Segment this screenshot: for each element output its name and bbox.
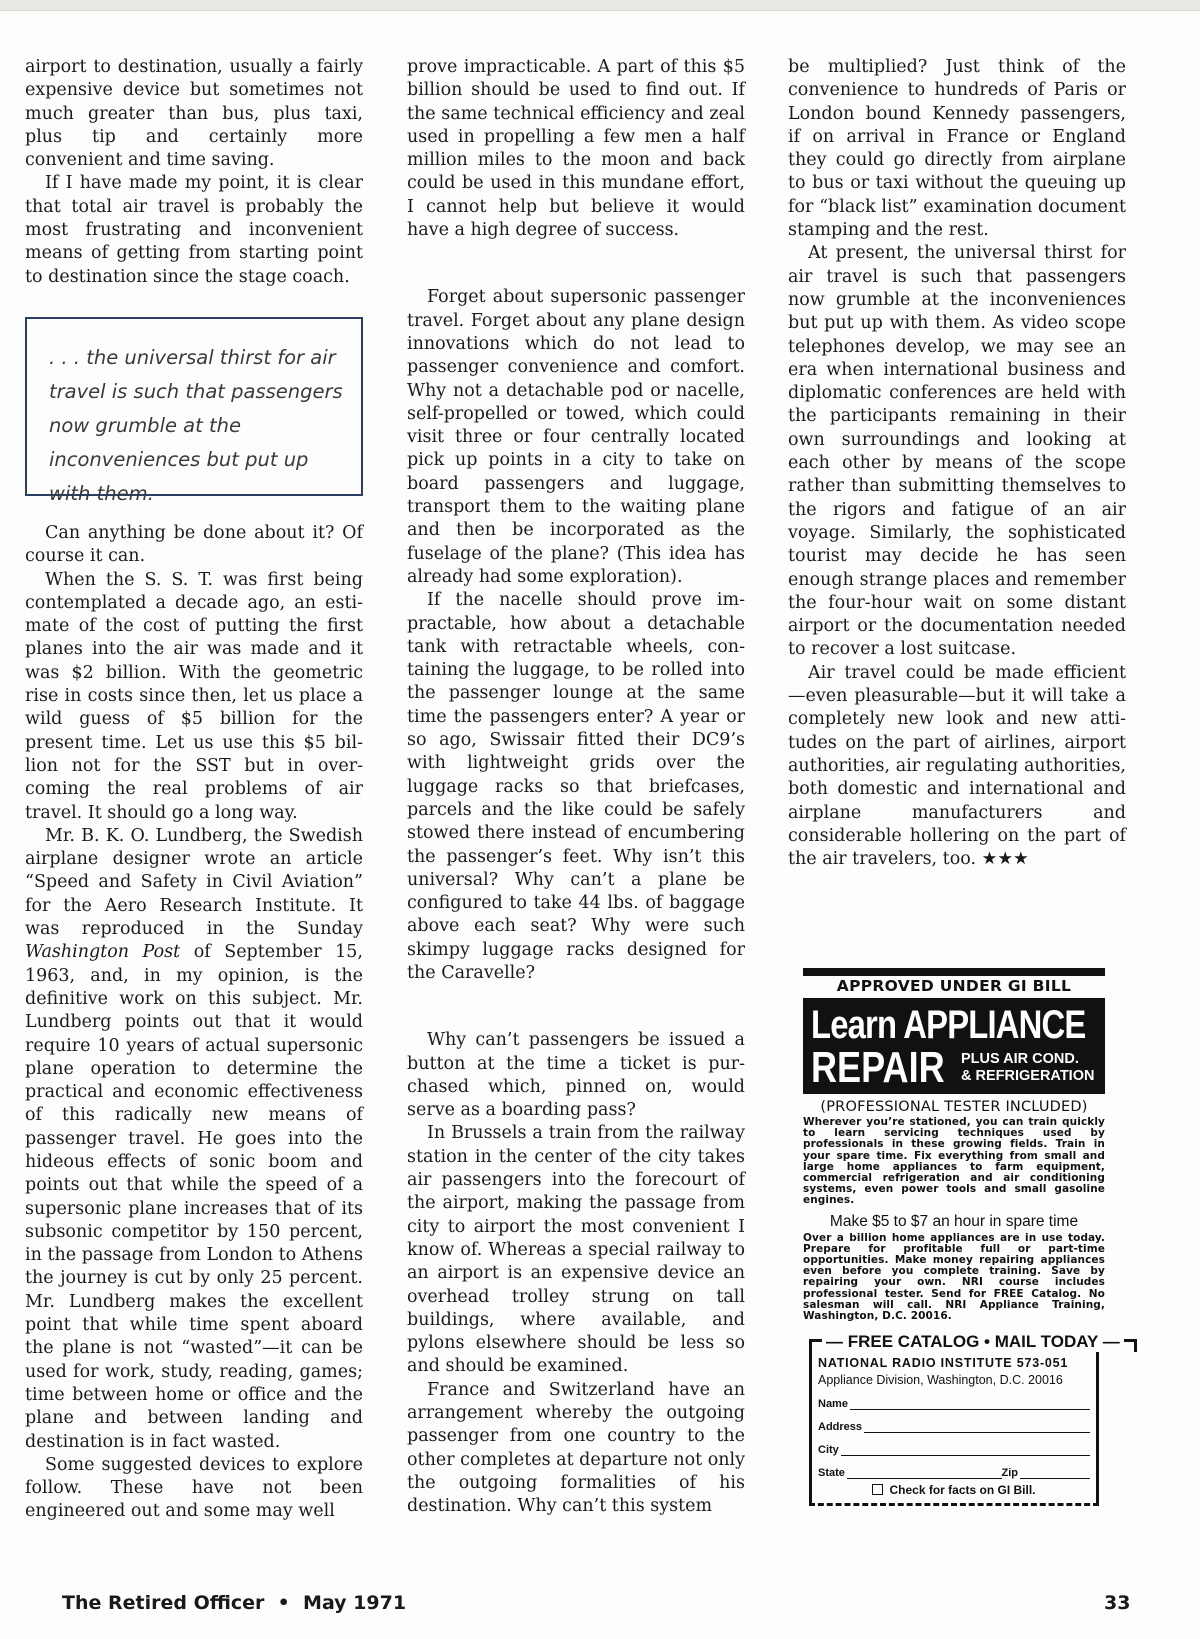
paragraph: At present, the universal thirst for air travel is such that passengers now grumble at the inconveniences but put up with them. As video scope telephones develop, we may see an era when international business and diplomatic conferences are held with the participants remaining in their own surroundings and looking at each other by means of the scope rather than submitting themselves to the rigors and fatigue of an air voyage. Similarly, the sophisticated tourist may decide he has seen enough strange places and remember the four-hour wait on some distant airport or the documentation needed to recover a lost suitcase.: [788, 243, 1126, 660]
state-zip-field[interactable]: State Zip: [818, 1467, 1090, 1479]
paragraph: Why can’t passengers be issued a button at the time a ticket is purchased which, pinned on, would serve as a boarding pass?: [407, 1030, 745, 1121]
ad-headline-box: [803, 998, 1105, 1094]
paragraph: prove impracticable. A part of this $5 billion should be used to find out. If the same technical efficiency and zeal used in propelling a few men a half million miles to the moon and back could be used in this mundane effort, I cannot help but believe it would have a high degree of success.: [407, 57, 745, 241]
column-2: [407, 56, 745, 1519]
ad-body: Over a billion home appliances are in use today. Prepare for profitable full or part-time opportunities. Make money repairing appliances even before you complete training. Save by repairing your own. NRI course includes professional tester. Send for FREE Catalog. No salesman will call. NRI Appliance Training, Washington, D.C. 20016.: [803, 1231, 1105, 1323]
paragraph: airport to destination, usually a fairly expensive device but sometimes not much greater than bus, plus taxi, plus tip and certainly more convenient and time saving.: [25, 57, 363, 171]
coupon-institute: NATIONAL RADIO INSTITUTE 573-051: [818, 1356, 1069, 1371]
ad-tester: (PROFESSIONAL TESTER INCLUDED): [820, 1099, 1088, 1115]
ad-body: Wherever you’re stationed, you can train quickly to learn servicing techniques used by professionals in these growing fields. Train in your spare time. Fix everything from small and large home appliances to farm equipment, commercial refrigeration and air conditioning systems, even power tools and small gasoline engines.: [803, 1116, 1105, 1207]
publication-title: Washington Post: [25, 942, 181, 963]
ad-plus: PLUS AIR COND. & REFRIGERATION: [961, 1051, 1095, 1084]
paragraph: Some suggested devices to explore follow. These have not been engineered out and some may well: [25, 1454, 363, 1522]
page-number: 33: [1104, 1592, 1131, 1614]
ad-headline-repair: REPAIR: [811, 1043, 945, 1092]
coupon-header: — FREE CATALOG • MAIL TODAY —: [809, 1332, 1099, 1352]
column-3: [788, 56, 1126, 871]
top-edge: [0, 0, 1200, 11]
mail-coupon: [803, 1332, 1120, 1506]
footer-publication: The Retired Officer • May 1971: [62, 1592, 407, 1614]
paragraph: Air travel could be made efficient —even pleasurable—but it will take a completely new look and new attitudes on the part of airlines, airport authorities, air regulating authorities, both domestic and international and airplane manufacturers and considerable hollering on the part of the air travelers, too. ★★★: [788, 662, 1126, 870]
paragraph: be multiplied? Just think of the convenience to hundreds of Paris or London bound Kennedy passengers, if on arrival in France or England they could go directly from airplane to bus or taxi without the queuing up for “black list” examination document stamping and the rest.: [788, 57, 1126, 241]
paragraph: Can anything be done about it? Of course it can.: [25, 522, 363, 567]
paragraph: France and Switzerland have an arrangement whereby the outgoing passenger from one country to the other completes at departure not only the outgoing formalities of his destination. Why can’t this system: [407, 1379, 746, 1517]
gi-bill-checkbox[interactable]: Check for facts on GI Bill.: [818, 1483, 1090, 1497]
paragraph: Forget about supersonic passenger travel. Forget about any plane design innovations which do not lead to passenger convenience and comfort. Why not a detachable pod or nacelle, self-propelled or towed, which could visit three or four centrally located pick up points in a city to take on board passengers and luggage, transport them to the waiting plane and then be incorporated as the fuselage of the plane? (This idea has already had some exploration).: [407, 287, 745, 587]
end-stars-icon: ★★★: [981, 849, 1029, 870]
ad-headline: Learn APPLIANCE: [811, 1003, 1086, 1047]
address-field[interactable]: Address: [818, 1421, 1090, 1433]
column-1: [25, 56, 363, 1524]
coupon-division: Appliance Division, Washington, D.C. 20016: [818, 1373, 1063, 1388]
paragraph: Mr. B. K. O. Lundberg, the Swedish airplane designer wrote an article “Speed and Safety in Civil Aviation” for the Aero Research Institute. It was reproduced in the Sunday Washington Post of September 15, 1963, and, in my opinion, is the definitive work on this subject. Mr. Lundberg points out that it would require 10 years of actual supersonic plane operation to determine the practical and economic effectiveness of this radically new means of passenger travel. He goes into the hideous effects of sonic boom and points out that while the speed of a supersonic plane increases that of its subsonic competitor by 150 percent, in the passage from London to Athens the journey is cut by only 25 percent. Mr. Lundberg makes the excellent point that while time spent aboard the plane is not “wasted”—it can be used for work, study, reading, games; time between home or office and the plane and between landing and destination is in fact wasted.: [25, 825, 363, 1452]
checkbox-icon[interactable]: [872, 1484, 883, 1495]
paragraph: If the nacelle should prove impractable, how about a detachable tank with retractable wheels, containing the luggage, to be rolled into the passenger lounge at the same time the passengers enter? A year or so ago, Swissair fitted their DC9’s with lightweight grids over the luggage racks so that briefcases, parcels and the like could be safely stowed there instead of encumbering the passenger’s feet. Why isn’t this universal? Why can’t a plane be configured to take 44 lbs. of baggage above each seat? Why were such skimpy luggage racks designed for the Caravelle?: [407, 590, 745, 983]
appliance-repair-ad: [803, 968, 1120, 1506]
city-field[interactable]: City: [818, 1444, 1090, 1456]
paragraph: If I have made my point, it is clear that total air travel is probably the most frustrating and inconvenient means of getting from starting point to destination since the stage coach.: [25, 173, 363, 287]
ad-approved: APPROVED UNDER GI BILL: [836, 977, 1072, 995]
pull-quote: . . . the universal thirst for air travel is such that passengers now grumble at the inconveniences but put up with them.: [25, 317, 363, 496]
coupon-body: [809, 1352, 1099, 1506]
name-field[interactable]: Name: [818, 1398, 1090, 1410]
ad-earnings: Make $5 to $7 an hour in spare time: [829, 1212, 1079, 1230]
paragraph: When the S. S. T. was first being contemplated a decade ago, an estimate of the cost of putting the first planes into the air was made and it was $2 billion. With the geometric rise in costs since then, let us place a wild guess of $5 billion for the present time. Let us use this $5 billion not for the SST but in overcoming the real problems of air travel. It should go a long way.: [25, 569, 363, 823]
paragraph: In Brussels a train from the railway station in the center of the city takes air passengers into the forecourt of the airport, making the passage from city to airport the most convenient I know of. Whereas a special railway to an airport is an expensive device an overhead trolley strung on tall buildings, where available, and pylons elsewhere should be less so and should be examined.: [407, 1123, 745, 1377]
ad-top-bar: [803, 968, 1105, 976]
